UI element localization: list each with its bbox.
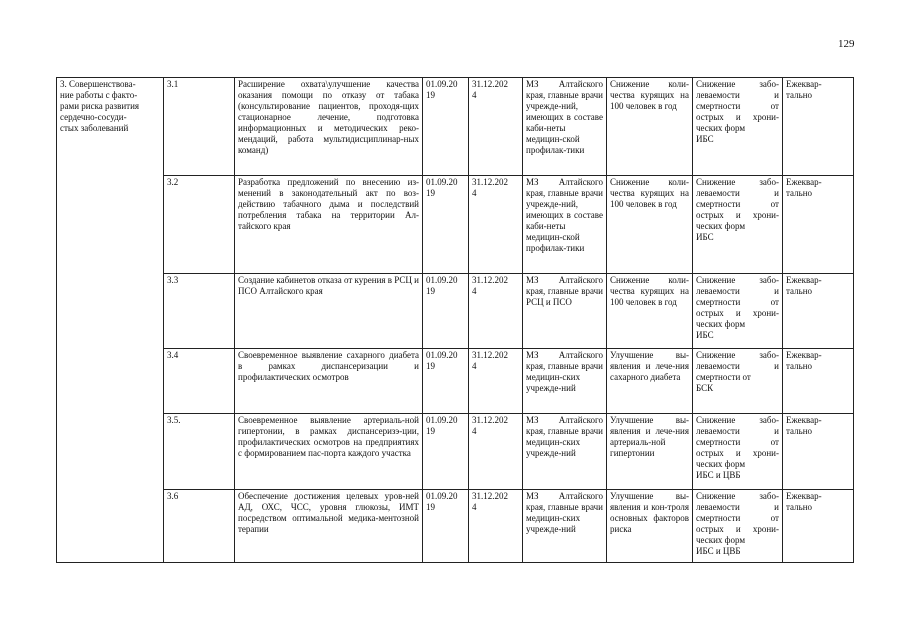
item-number: 3.2	[164, 176, 235, 274]
frequency-cell: Ежеквар- тально	[783, 490, 854, 563]
activity-cell: Своевременное выявление артериаль-ной гипертонии, в рамках диспансеризэ-ции, профилактических осмотров на предприятиях с формированием пас-порта каждого участка	[235, 414, 423, 490]
activity-cell: Обеспечение достижения целевых уров-ней АД, ОХС, ЧСС, уровня глюкозы, ИМТ посредством оптимальной медика-ментозной терапии	[235, 490, 423, 563]
section-cell: 3. Совершенствова- ние работы с факто- рами риска развития сердечно-сосуди- стых заболеваний	[57, 78, 164, 563]
responsible-cell: МЗ Алтайского края, главные врачи РСЦ и ПСО	[523, 274, 607, 349]
frequency-cell: Ежеквар- тально	[783, 274, 854, 349]
table-row	[57, 176, 854, 274]
end-date: 31.12.202 4	[469, 414, 523, 490]
start-date: 01.09.20 19	[423, 274, 469, 349]
responsible-cell: МЗ Алтайского края, главные врачи медицин-ских учрежде-ний	[523, 414, 607, 490]
indicator-cell: Снижение забо-леваемости и смертности от острых и хрони-ческих форм ИБС	[693, 176, 783, 274]
end-date: 31.12.202 4	[469, 490, 523, 563]
table-row	[57, 274, 854, 349]
end-date: 31.12.202 4	[469, 349, 523, 414]
activity-cell: Создание кабинетов отказа от курения в РСЦ и ПСО Алтайского края	[235, 274, 423, 349]
item-number: 3.4	[164, 349, 235, 414]
start-date: 01.09.20 19	[423, 78, 469, 176]
end-date: 31.12.202 4	[469, 274, 523, 349]
item-number: 3.3	[164, 274, 235, 349]
page-number: 129	[838, 38, 855, 50]
frequency-cell: Ежеквар- тально	[783, 78, 854, 176]
indicator-cell: Снижение забо-леваемости и смертности от БСК	[693, 349, 783, 414]
item-number: 3.1	[164, 78, 235, 176]
responsible-cell: МЗ Алтайского края, главные врачи медицин-ских учрежде-ний	[523, 490, 607, 563]
responsible-cell: МЗ Алтайского края, главные врачи медицин-ских учрежде-ний	[523, 349, 607, 414]
result-cell: Улучшение вы-явления и лече-ния артериаль-ной гипертонии	[607, 414, 693, 490]
table-row	[57, 349, 854, 414]
activity-cell: Расширение охвата\улучшение качества оказания помощи по отказу от табака (консультирование пациентов, проходя-щих стационарное лечение, подготовка информационных и методических реко-мендаций, работа мультидисциплинар-ных команд)	[235, 78, 423, 176]
frequency-cell: Ежеквар- тально	[783, 349, 854, 414]
result-cell: Улучшение вы-явления и лече-ния сахарного диабета	[607, 349, 693, 414]
result-cell: Улучшение вы-явления и кон-троля основных факторов риска	[607, 490, 693, 563]
frequency-cell: Ежеквар- тально	[783, 414, 854, 490]
result-cell: Снижение коли-чества курящих на 100 человек в год	[607, 78, 693, 176]
activity-cell: Своевременное выявление сахарного диабета в рамках диспансеризации и профилактических осмотров	[235, 349, 423, 414]
table-row	[57, 78, 854, 176]
indicator-cell: Снижение забо-леваемости и смертности от острых и хрони-ческих форм ИБС и ЦВБ	[693, 490, 783, 563]
responsible-cell: МЗ Алтайского края, главные врачи учрежде-ний, имеющих в составе каби-неты медицин-ской профилак-тики	[523, 176, 607, 274]
indicator-cell: Снижение забо-леваемости и смертности от острых и хрони-ческих форм ИБС	[693, 274, 783, 349]
result-cell: Снижение коли-чества курящих на 100 человек в год	[607, 274, 693, 349]
item-number: 3.5.	[164, 414, 235, 490]
start-date: 01.09.20 19	[423, 414, 469, 490]
table-row	[57, 490, 854, 563]
indicator-cell: Снижение забо-леваемости и смертности от острых и хрони-ческих форм ИБС и ЦВБ	[693, 414, 783, 490]
start-date: 01.09.20 19	[423, 490, 469, 563]
activity-cell: Разработка предложений по внесению из-менений в законодательный акт по воз-действию табачного дыма и последствий потребления табака на территории Ал-тайского края	[235, 176, 423, 274]
indicator-cell: Снижение забо-леваемости и смертности от острых и хрони-ческих форм ИБС	[693, 78, 783, 176]
responsible-cell: МЗ Алтайского края, главные врачи учрежде-ний, имеющих в составе каби-неты медицин-ской профилак-тики	[523, 78, 607, 176]
frequency-cell: Ежеквар- тально	[783, 176, 854, 274]
end-date: 31.12.202 4	[469, 78, 523, 176]
result-cell: Снижение коли-чества курящих на 100 человек в год	[607, 176, 693, 274]
start-date: 01.09.20 19	[423, 349, 469, 414]
measures-table	[56, 77, 854, 563]
end-date: 31.12.202 4	[469, 176, 523, 274]
start-date: 01.09.20 19	[423, 176, 469, 274]
item-number: 3.6	[164, 490, 235, 563]
table-row	[57, 414, 854, 490]
